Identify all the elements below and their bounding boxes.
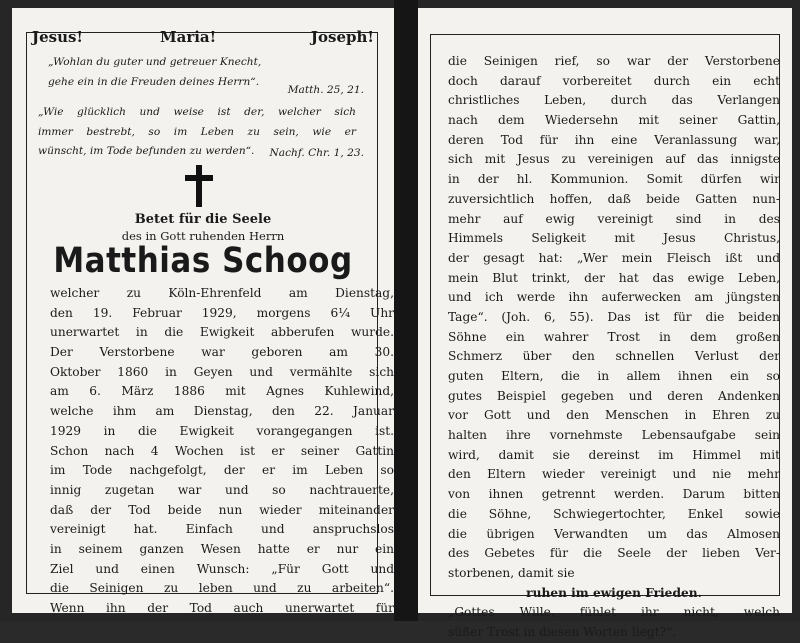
left-page: [12, 8, 394, 613]
text-line: Himmels Seligkeit mit Jesus Christus,: [448, 231, 780, 246]
text-line: daß der Tod beide nun wieder miteinander: [50, 502, 394, 517]
text-line: die Seinigen rief, so war der Verstorbene: [448, 54, 780, 68]
right-page: [418, 8, 792, 639]
prayer-subtitle: des in Gott ruhenden Herrn: [121, 229, 285, 243]
invocation-joseph: Joseph!: [310, 28, 374, 46]
cross-icon: [184, 165, 214, 207]
prayer-request: Betet für die Seele: [134, 212, 272, 227]
text-line: welcher zu Köln-Ehrenfeld am Dienstag,: [50, 286, 394, 300]
text-line: sich mit Jesus zu vereinigen auf das innigste: [448, 152, 780, 167]
text-line: Oktober 1860 in Geyen und vermählte sich: [50, 364, 394, 379]
quote-line: „Wohlan du guter und getreuer Knecht,: [48, 56, 262, 68]
text-line: gutes Beispiel gegeben und deren Andenken: [448, 388, 780, 403]
text-line: in seinem ganzen Wesen hatte er nur ein: [50, 541, 394, 556]
text-line: vor Gott und den Menschen in Ehren zu: [448, 408, 780, 423]
text-line: des Gebetes für die Seele der lieben Ver-: [448, 546, 780, 561]
final-quote-line: „Gottes Wille, fühlet ihr nicht, welch: [448, 605, 780, 620]
text-line: Söhne ein wahrer Trost in dem großen: [448, 329, 780, 344]
text-line: mehr auf ewig vereinigt sind in des: [448, 211, 780, 226]
continuation-text: [448, 52, 780, 643]
text-line: im Tode nachgefolgt, der er im Leben so: [50, 463, 394, 478]
text-line: nach dem Wiedersehn mit seiner Gattin,: [448, 113, 780, 128]
text-line: und ich werde ihn auferwecken am jüngsten: [448, 290, 780, 305]
text-line: Schmerz über den schnellen Verlust der: [448, 349, 780, 364]
final-quote-line: süßer Trost in diesen Worten liegt?“.: [448, 624, 677, 639]
quote-imitation-reference: Nachf. Chr. 1, 23.: [269, 147, 364, 159]
text-line: Schon nach 4 Wochen ist er seiner Gattin: [50, 443, 394, 458]
quote-line: gehe ein in die Freuden deines Herrn“.: [48, 75, 260, 88]
deceased-name: Matthias Schoog: [53, 240, 353, 282]
text-line: unerwartet in die Ewigkeit abberufen wurde.: [50, 325, 394, 340]
text-line: Der Verstorbene war geboren am 30.: [50, 345, 394, 360]
text-line: den 19. Februar 1929, morgens 6¼ Uhr: [50, 305, 394, 320]
text-line: halten ihre vornehmste Lebensaufgabe sein: [448, 428, 780, 443]
text-line: vereinigt hat. Einfach und anspruchslos: [50, 522, 394, 537]
text-line: der gesagt hat: „Wer mein Fleisch ißt und: [448, 250, 780, 265]
text-line: die Söhne, Schwiegertochter, Enkel sowie: [448, 506, 780, 521]
text-line: Ziel und einen Wunsch: „Für Gott und: [50, 561, 394, 576]
biography-text: [50, 284, 394, 619]
quote-line: immer bestrebt, so im Leben zu sein, wie er: [38, 125, 356, 138]
text-line: mein Blut trinkt, der hat das ewige Leben,: [448, 270, 780, 285]
text-line: von ihnen getrennt werden. Darum bitten: [448, 487, 780, 502]
text-line: zuversichtlich hoffen, daß beide Gatten nun-: [448, 191, 780, 206]
invocation-maria: Maria!: [160, 28, 217, 46]
text-line: guten Eltern, die in allem ihnen ein so: [448, 369, 780, 383]
text-line: christliches Leben, durch das Verlangen: [448, 93, 780, 108]
quote-line: wünscht, im Tode befunden zu werden“.: [38, 145, 255, 158]
text-line: storbenen, damit sie: [448, 565, 575, 580]
text-line: doch darauf vorbereitet durch ein echt: [448, 73, 780, 88]
text-line: am 6. März 1886 mit Agnes Kuhlewind,: [50, 384, 394, 399]
text-line: die übrigen Verwandten um das Almosen: [448, 526, 780, 541]
quote-line: „Wie glücklich und weise ist der, welcher sich: [38, 106, 356, 118]
quote-matthew-reference: Matth. 25, 21.: [287, 84, 364, 96]
card-fold: [394, 0, 418, 621]
text-line: innig zugetan war und so nachtrauerte,: [50, 482, 394, 497]
invocation-jesus: Jesus!: [32, 28, 84, 46]
invocation-header: [32, 28, 374, 50]
text-line: deren Tod für ihn eine Veranlassung war,: [448, 132, 780, 147]
text-line: Tage“. (Joh. 6, 55). Das ist für die beiden: [448, 309, 780, 324]
text-line: Wenn ihn der Tod auch unerwartet für: [50, 601, 394, 615]
text-line: in der hl. Kommunion. Somit dürfen wir: [448, 172, 780, 187]
text-line: 1929 in die Ewigkeit vorangegangen ist.: [50, 423, 394, 438]
text-line: wird, damit sie dereinst im Himmel mit: [448, 447, 780, 462]
text-line: den Eltern wieder vereinigt und nie mehr: [448, 467, 780, 482]
text-line: die Seinigen zu leben und zu arbeiten“.: [50, 581, 394, 596]
closing-phrase: ruhen im ewigen Frieden.: [526, 585, 702, 600]
text-line: welche ihm am Dienstag, den 22. Januar: [50, 404, 394, 419]
